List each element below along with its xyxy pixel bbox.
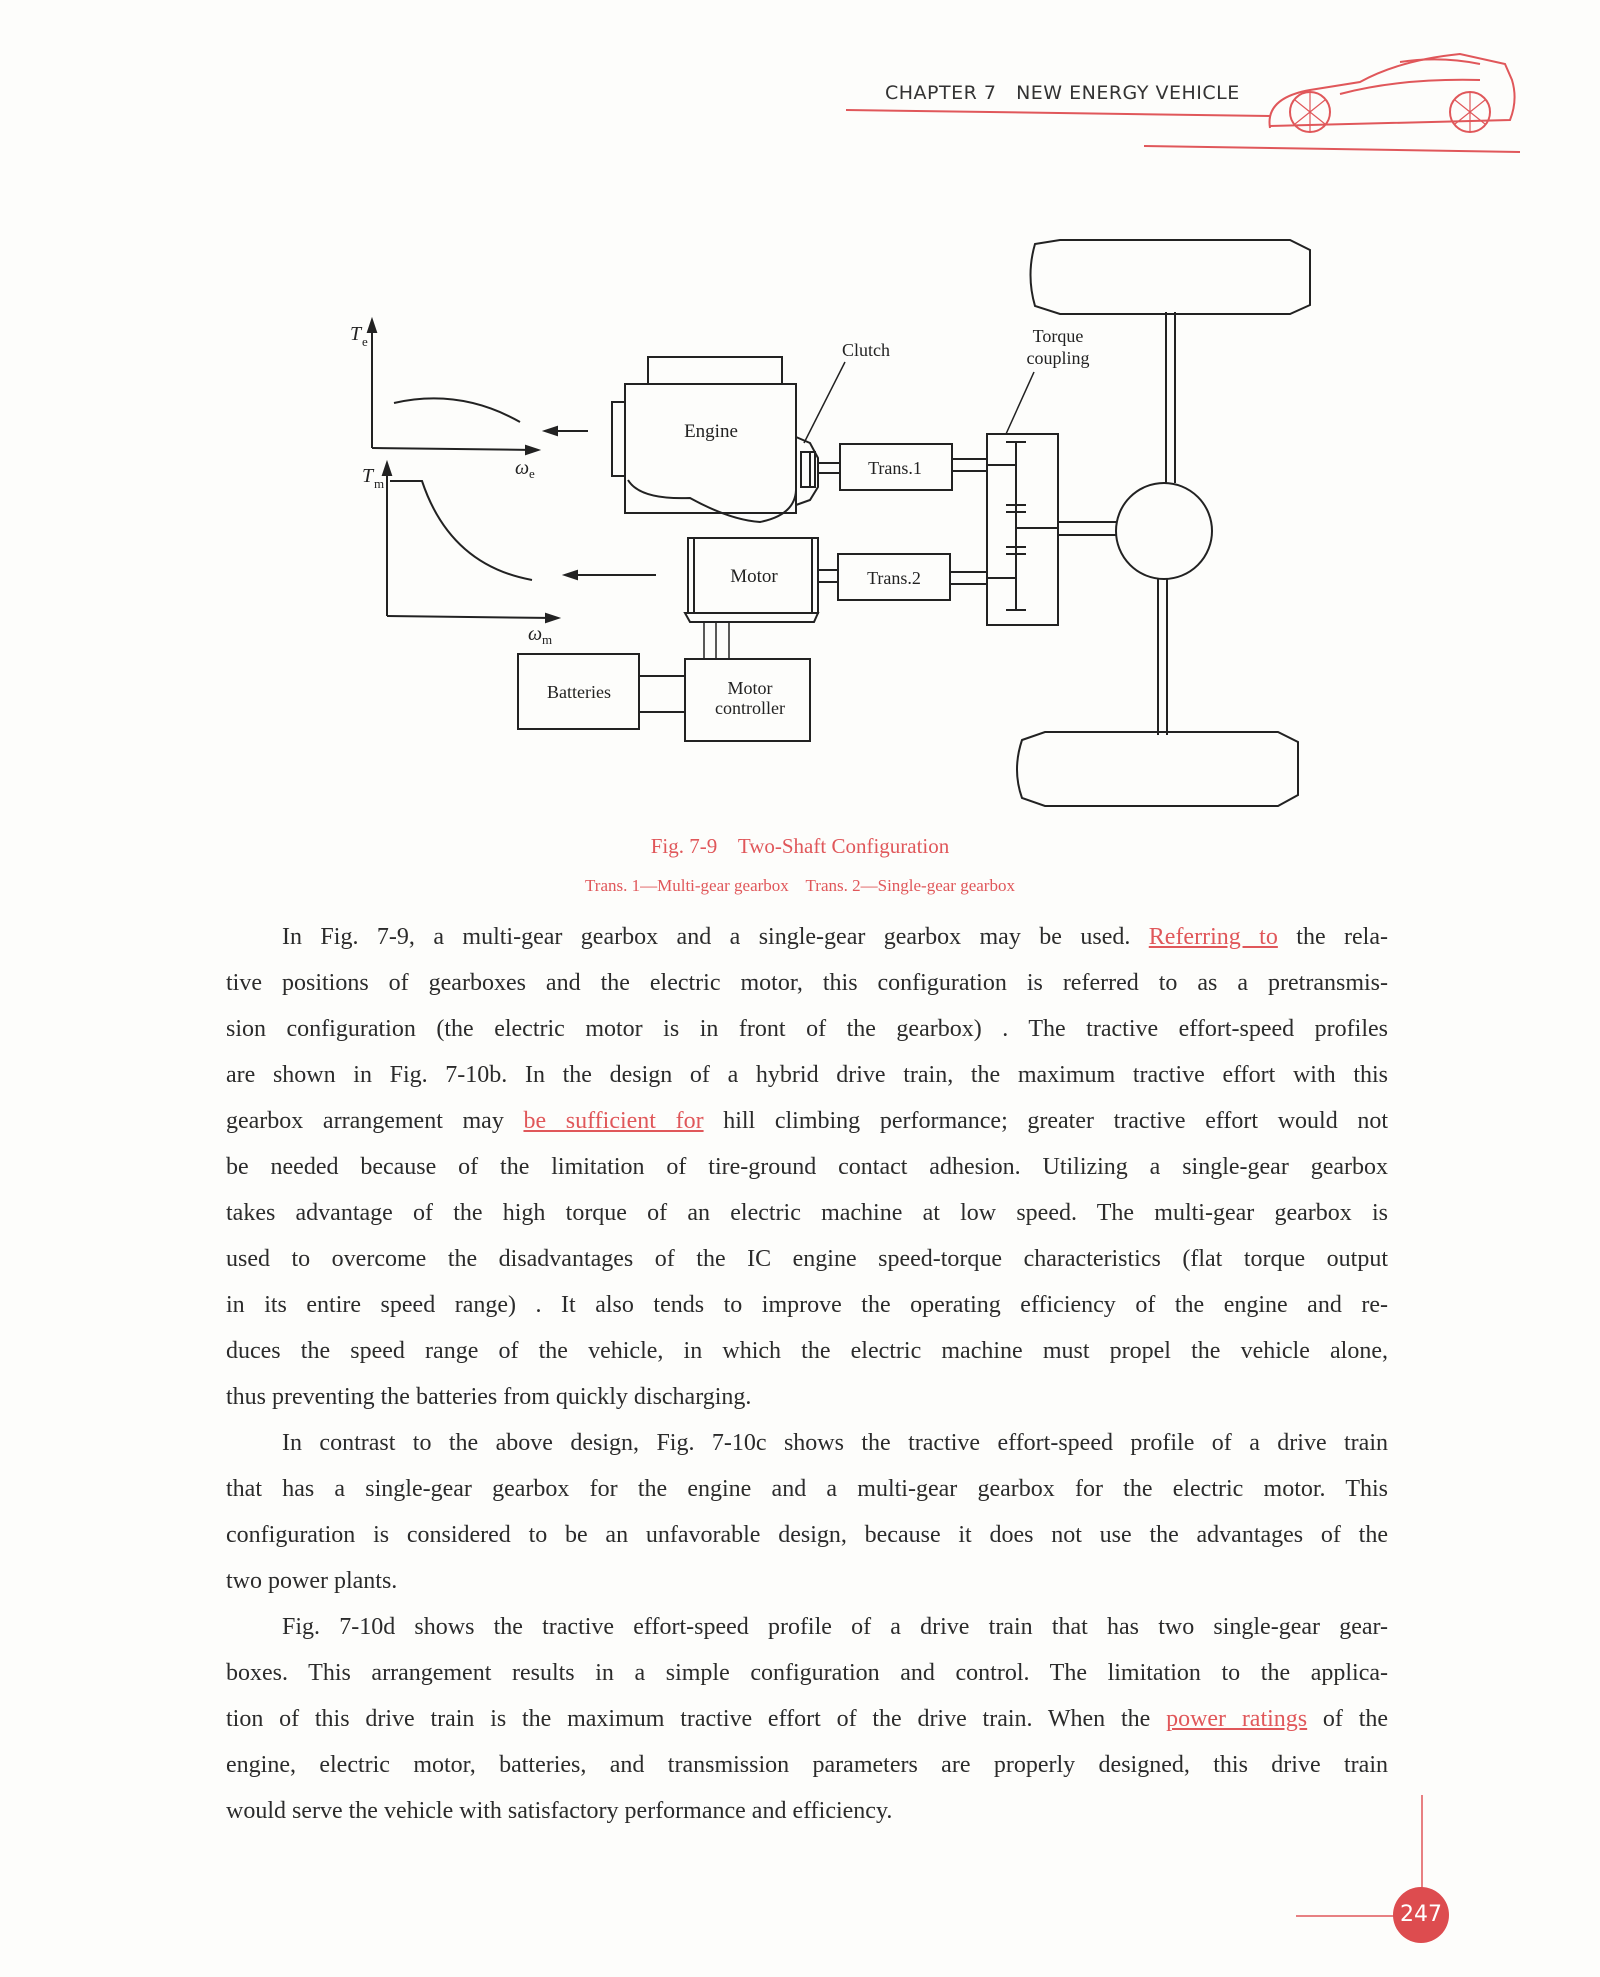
we-axis — [372, 448, 535, 450]
text-segment: used to overcome the disadvantages of the IC engine speed-torque characteristics (flat torque output — [226, 1246, 1388, 1272]
engine-torque-curve — [394, 398, 520, 422]
trans2-label: Trans.2 — [867, 568, 921, 588]
text-line — [226, 1420, 1388, 1466]
text-line — [226, 1282, 1388, 1328]
motor-torque-curve — [390, 481, 532, 580]
text-line — [226, 1052, 1388, 1098]
text-segment: thus preventing the batteries from quickly discharging. — [226, 1384, 752, 1410]
te-label-sub: e — [362, 334, 368, 349]
two-shaft-configuration-diagram — [0, 0, 1600, 830]
text-line — [226, 1098, 1388, 1144]
chapter-header: CHAPTER 7 NEW ENERGY VEHICLE — [885, 82, 1240, 104]
engine-block — [612, 357, 796, 522]
text-segment: be needed because of the limitation of tire-ground contact adhesion. Utilizing a single-gear gearbox — [226, 1154, 1388, 1180]
figure-caption: Fig. 7-9 Two-Shaft Configuration — [650, 834, 950, 858]
text-segment: would serve the vehicle with satisfactory performance and efficiency. — [226, 1798, 893, 1824]
paragraph — [226, 1604, 1388, 1834]
tm-label: T — [362, 465, 374, 487]
text-line — [226, 1512, 1388, 1558]
motor-controller-label-1: Motor — [727, 678, 773, 698]
figure-subcaption: Trans. 1—Multi-gear gearbox Trans. 2—Single-gear gearbox — [585, 876, 1015, 895]
text-line — [226, 1144, 1388, 1190]
text-line — [226, 960, 1388, 1006]
text-segment: hill climbing performance; greater tractive effort would not — [703, 1108, 1389, 1134]
text-line — [226, 1006, 1388, 1052]
text-line — [226, 1604, 1388, 1650]
torque-coupling — [987, 326, 1090, 625]
text-line — [226, 1788, 1388, 1834]
wheel-bottom — [1017, 732, 1298, 806]
wheel-top — [1031, 240, 1311, 314]
text-line — [226, 1650, 1388, 1696]
tm-label-sub: m — [374, 476, 385, 491]
text-line — [226, 1696, 1388, 1742]
we-label: ω — [515, 457, 530, 479]
body-text — [226, 914, 1388, 1834]
te-label: T — [350, 323, 362, 345]
torque-coupling-label-2: coupling — [1026, 348, 1090, 368]
batteries-label: Batteries — [547, 682, 611, 702]
wm-label: ω — [528, 623, 543, 645]
text-line — [226, 1558, 1388, 1604]
torque-coupling-label-1: Torque — [1032, 326, 1084, 346]
text-segment: tive positions of gearboxes and the electric motor, this configuration is referred to as a pretransmis- — [226, 970, 1388, 996]
text-line — [226, 1236, 1388, 1282]
text-segment: duces the speed range of the vehicle, in which the electric machine must propel the vehicle alone, — [226, 1338, 1388, 1364]
text-line — [226, 1190, 1388, 1236]
text-segment: In Fig. 7-9, a multi-gear gearbox and a single-gear gearbox may be used. — [282, 924, 1149, 950]
text-segment: Fig. 7-10d shows the tractive effort-speed profile of a drive train that has two single-gear gear- — [282, 1614, 1388, 1640]
motor-torque-plot — [362, 463, 558, 647]
page-number-decoration — [1280, 1780, 1480, 1940]
engine-torque-plot — [350, 320, 538, 481]
text-segment: gearbox arrangement may — [226, 1108, 524, 1134]
page-number: 247 — [1393, 1887, 1449, 1943]
text-segment: boxes. This arrangement results in a simple configuration and control. The limitation to the applica- — [226, 1660, 1388, 1686]
wm-label-sub: m — [542, 632, 553, 647]
text-segment: in its entire speed range) . It also tends to improve the operating efficiency of the engine and re- — [226, 1292, 1388, 1318]
text-line — [226, 1328, 1388, 1374]
text-segment: takes advantage of the high torque of an electric machine at low speed. The multi-gear gearbox is — [226, 1200, 1388, 1226]
clutch — [796, 340, 890, 505]
trans1-label: Trans.1 — [868, 458, 922, 478]
text-line — [226, 1742, 1388, 1788]
text-segment: tion of this drive train is the maximum tractive effort of the drive train. When the — [226, 1706, 1167, 1732]
motor-controller-label-2: controller — [715, 698, 785, 718]
we-label-sub: e — [529, 466, 535, 481]
highlighted-term: power ratings — [1166, 1706, 1308, 1732]
text-line — [226, 914, 1388, 960]
text-segment: the rela- — [1277, 924, 1388, 950]
text-segment: that has a single-gear gearbox for the engine and a multi-gear gearbox for the electric motor. This — [226, 1476, 1388, 1502]
text-segment: In contrast to the above design, Fig. 7-10c shows the tractive effort-speed profile of a drive train — [282, 1430, 1388, 1456]
paragraph — [226, 1420, 1388, 1604]
text-segment: two power plants. — [226, 1568, 398, 1594]
text-segment: configuration is considered to be an unfavorable design, because it does not use the advantages of the — [226, 1522, 1388, 1548]
engine-label: Engine — [684, 421, 738, 442]
clutch-label: Clutch — [842, 340, 890, 360]
paragraph — [226, 914, 1388, 1420]
highlighted-term: Referring to — [1148, 924, 1278, 950]
differential — [1116, 483, 1212, 579]
text-line — [226, 1466, 1388, 1512]
text-segment: are shown in Fig. 7-10b. In the design of a hybrid drive train, the maximum tractive effort with this — [226, 1062, 1388, 1088]
highlighted-term: be sufficient for — [523, 1108, 704, 1134]
text-segment: engine, electric motor, batteries, and transmission parameters are properly designed, this drive train — [226, 1752, 1388, 1778]
motor — [685, 538, 818, 622]
text-segment: sion configuration (the electric motor is in front of the gearbox) . The tractive effort-speed profiles — [226, 1016, 1388, 1042]
text-segment: of the — [1307, 1706, 1389, 1732]
text-line — [226, 1374, 1388, 1420]
motor-label: Motor — [730, 566, 778, 587]
